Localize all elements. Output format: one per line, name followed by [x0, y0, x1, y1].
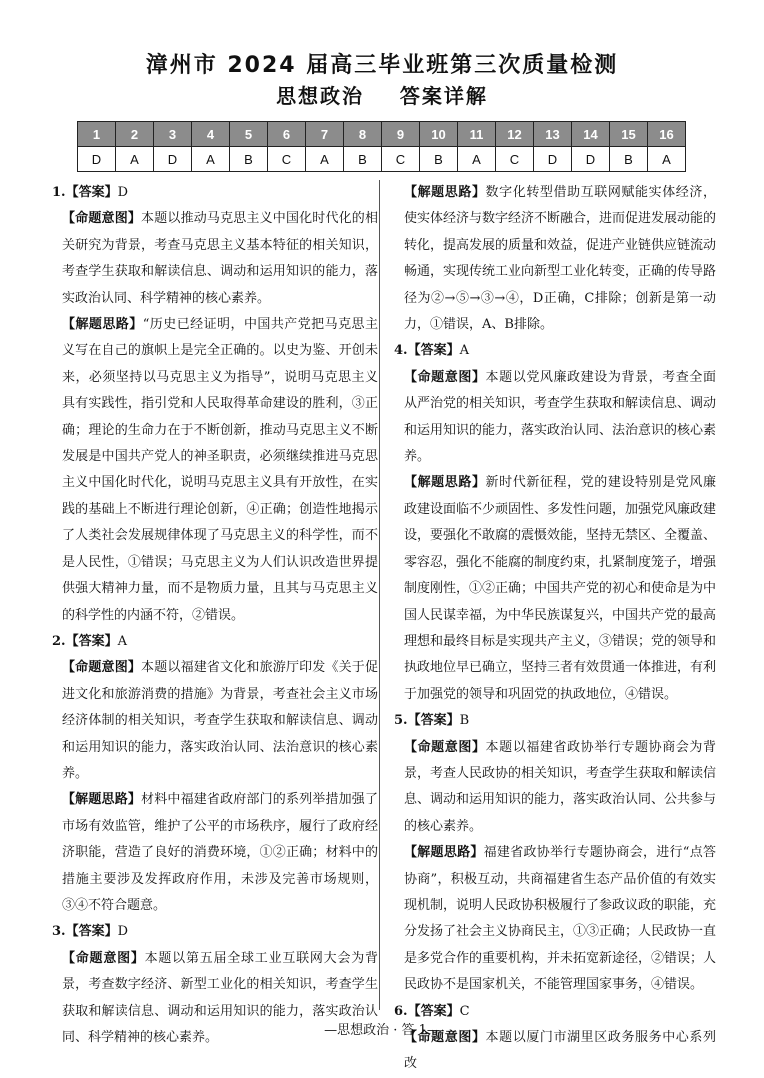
question-number-cell: 10 [420, 122, 458, 147]
page-title: 漳州市 2024 届高三毕业班第三次质量检测 [145, 53, 619, 78]
question-1-intent [52, 206, 378, 312]
question-number-cell: 12 [496, 122, 534, 147]
question-1-analysis [52, 312, 378, 629]
question-number-cell: 13 [534, 122, 572, 147]
question-number-cell: 14 [572, 122, 610, 147]
answer-table-number-row [78, 122, 686, 147]
question-number-cell: 6 [268, 122, 306, 147]
answer-cell: A [192, 147, 230, 172]
answer-cell: B [344, 147, 382, 172]
answer-value: C [459, 1003, 470, 1019]
answer-cell: A [306, 147, 344, 172]
answer-label: 【答案】 [65, 633, 118, 649]
answer-value: D [117, 185, 129, 200]
intent-text: 本题以福建省文化和旅游厅印发《关于促进文化和旅游消费的措施》为背景，考查社会主义市场经济体制的相关知识，考查学生获取和解读信息、调动和运用知识的能力，落实政治认同、法治意识的核心素养。 [62, 660, 378, 781]
intent-label: 【命题意图】 [62, 660, 142, 676]
intent-text: 本题以第五届全球工业互联网大会为背景，考查数字经济、新型工业化的相关知识，考查学生获取和解读信息、调动和运用知识的能力，落实政治认同、科学精神的核心素养。 [62, 950, 378, 1045]
column-divider [379, 180, 380, 1010]
analysis-text: “历史已经证明，中国共产党把马克思主义写在自己的旗帜上是完全正确的。以史为鉴、开创未来，必须坚持以马克思主义为指导”，说明马克思主义具有实践性，指引党和人民取得革命建设的胜利，③正确；理论的生命力在于不断创新，推动马克思主义不断发展是中国共产党人的神圣职责，必须继续推进马克思主义中国化时代化，说明马克思主义具有开放性，在实践的基础上不断进行理论创新，④正确；创造性地揭示了人类社会发展规律体现了马克思主义的科学性，而不是人民性，①错误；马克思主义为人们认识改造世界提供强大精神力量，而不是物质力量，且其与马克思主义的科学性的内涵不符，②错误。 [62, 317, 378, 623]
intent-label: 【命题意图】 [62, 950, 145, 966]
answer-label: 【答案】 [407, 343, 460, 359]
right-column [394, 180, 716, 1078]
question-3-answer [52, 919, 378, 945]
question-5-answer [394, 708, 716, 734]
question-number-cell: 2 [116, 122, 154, 147]
question-number: 5. [394, 713, 408, 729]
question-number-cell: 11 [458, 122, 496, 147]
page-footer: —思想政治 · 答 1— [324, 1023, 440, 1038]
answer-cell: A [116, 147, 154, 172]
question-number: 6. [394, 1003, 408, 1019]
answer-cell: C [382, 147, 420, 172]
question-2-intent [52, 655, 378, 787]
intent-text: 本题以厦门市湖里区政务服务中心系列改 [404, 1030, 716, 1072]
question-number-cell: 8 [344, 122, 382, 147]
question-2-answer [52, 629, 378, 655]
question-2-analysis [52, 787, 378, 919]
intent-label: 【命题意图】 [404, 369, 486, 385]
answer-label: 【答案】 [65, 924, 118, 940]
answer-table [77, 121, 686, 172]
page-subtitle: 思想政治 答案详解 [276, 84, 488, 108]
intent-label: 【命题意图】 [404, 739, 486, 755]
analysis-label: 【解题思路】 [404, 845, 484, 861]
answer-cell: B [610, 147, 648, 172]
question-number: 4. [394, 343, 408, 359]
left-column [52, 180, 378, 1051]
question-5-analysis [394, 840, 716, 998]
question-number-cell: 5 [230, 122, 268, 147]
question-number-cell: 4 [192, 122, 230, 147]
answer-cell: B [230, 147, 268, 172]
question-number-cell: 3 [154, 122, 192, 147]
intent-label: 【命题意图】 [62, 211, 142, 227]
answer-cell: D [572, 147, 610, 172]
analysis-text: 材料中福建省政府部门的系列举措加强了市场有效监管，维护了公平的市场秩序，履行了政府经济职能，营造了良好的消费环境，①②正确；材料中的措施主要涉及发挥政府作用，未涉及完善市场规则，③④不符合题意。 [62, 792, 378, 913]
analysis-text: 福建省政协举行专题协商会，进行“点答协商”，积极互动，共商福建省生态产品价值的有效实现机制，说明人民政协积极履行了参政议政的职能，充分发扬了社会主义协商民主，①③正确；人民政协一直是多党合作的重要机构，并未拓宽新途径，②错误；人民政协不是国家机关，不能管理国家事务，④错误。 [404, 845, 717, 993]
question-number: 2. [52, 633, 66, 649]
analysis-label: 【解题思路】 [404, 475, 486, 491]
question-number: 3. [52, 924, 66, 940]
answer-label: 【答案】 [407, 1003, 460, 1019]
question-number-cell: 15 [610, 122, 648, 147]
question-4-analysis [394, 470, 716, 708]
question-3-analysis [394, 180, 716, 338]
analysis-label: 【解题思路】 [62, 792, 142, 808]
intent-text: 本题以推动马克思主义中国化时代化的相关研究为背景，考查马克思主义基本特征的相关知识，考查学生获取和解读信息、调动和运用知识的能力，落实政治认同、科学精神的核心素养。 [62, 211, 378, 306]
question-4-answer [394, 338, 716, 364]
question-number-cell: 16 [648, 122, 686, 147]
question-number: 1. [52, 185, 66, 200]
answer-value: A [459, 343, 469, 359]
analysis-text: 新时代新征程，党的建设特别是党风廉政建设面临不少顽固性、多发性问题，加强党风廉政建设，要强化不敢腐的震慑效能，坚持无禁区、全覆盖、零容忍，强化不能腐的制度约束，扎紧制度笼子，增强制度刚性，①②正确；中国共产党的初心和使命是为中国人民谋幸福，为中华民族谋复兴，中国共产党的最高理想和最终目标是实现共产主义，③错误；党的领导和执政地位早已确立，坚持三者有效贯通一体推进，有利于加强党的领导和巩固党的执政地位，④错误。 [404, 475, 717, 702]
answer-cell: D [154, 147, 192, 172]
question-number-cell: 7 [306, 122, 344, 147]
answer-cell: D [78, 147, 116, 172]
question-1-answer [52, 180, 378, 206]
answer-cell: B [420, 147, 458, 172]
question-number-cell: 9 [382, 122, 420, 147]
intent-text: 本题以福建省政协举行专题协商会为背景，考查人民政协的相关知识，考查学生获取和解读信息、调动和运用知识的能力，落实政治认同、公共参与的核心素养。 [404, 739, 717, 834]
question-5-intent [394, 735, 716, 841]
answer-cell: A [458, 147, 496, 172]
answer-cell: A [648, 147, 686, 172]
analysis-text: 数字化转型借助互联网赋能实体经济，使实体经济与数字经济不断融合，进而促进发展动能的转化，提高发展的质量和效益，促进产业链供应链流动畅通，实现传统工业向新型工业化转变，正确的传导路径为②→⑤→③→④，D正确，C排除；创新是第一动力，①错误，A、B排除。 [404, 185, 717, 333]
answer-label: 【答案】 [407, 713, 460, 729]
analysis-label: 【解题思路】 [404, 185, 486, 200]
answer-table-answer-row [78, 147, 686, 172]
answer-cell: C [268, 147, 306, 172]
answer-cell: D [534, 147, 572, 172]
intent-label: 【命题意图】 [404, 1030, 486, 1045]
answer-cell: C [496, 147, 534, 172]
intent-text: 本题以党风廉政建设为背景，考查全面从严治党的相关知识，考查学生获取和解读信息、调动和运用知识的能力，落实政治认同、法治意识的核心素养。 [404, 369, 717, 465]
question-number-cell: 1 [78, 122, 116, 147]
answer-label: 【答案】 [65, 185, 118, 200]
question-4-intent [394, 365, 716, 471]
answer-value: A [117, 633, 127, 649]
analysis-label: 【解题思路】 [62, 317, 143, 333]
answer-value: D [117, 924, 129, 940]
answer-value: B [459, 713, 470, 729]
